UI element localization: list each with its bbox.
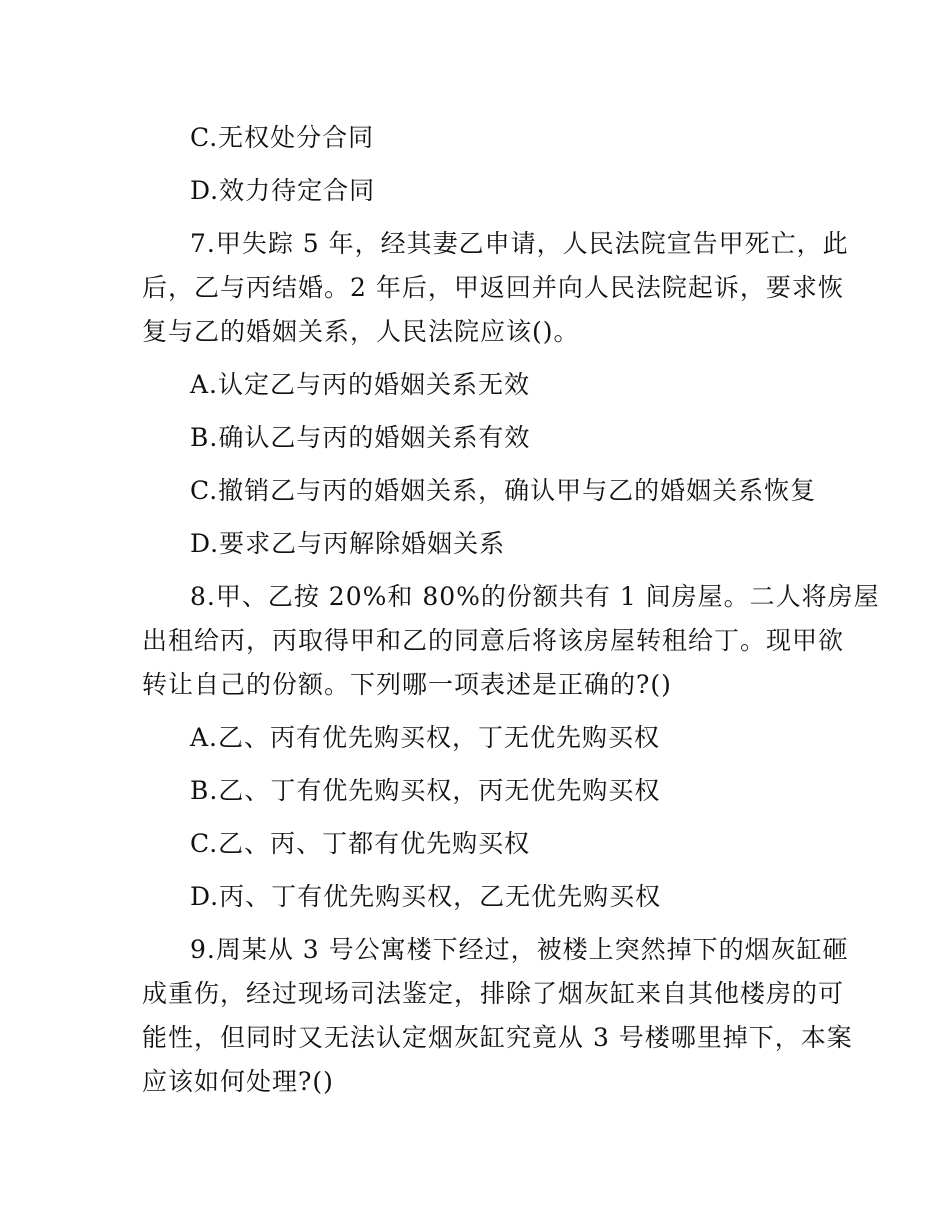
q7-text-line-1: 7.甲失踪 5 年，经其妻乙申请，人民法院宣告甲死亡，此 [190, 229, 849, 258]
q8-option-a: A.乙、丙有优先购买权，丁无优先购买权 [190, 723, 661, 752]
q9-text-line-2: 成重伤，经过现场司法鉴定，排除了烟灰缸来自其他楼房的可 [142, 979, 845, 1008]
q8-option-c: C.乙、丙、丁都有优先购买权 [190, 829, 531, 858]
q7-option-a: A.认定乙与丙的婚姻关系无效 [190, 370, 531, 399]
q8-option-d: D.丙、丁有优先购买权，乙无优先购买权 [190, 882, 662, 911]
q7-text-line-3: 复与乙的婚姻关系，人民法院应该()。 [142, 317, 580, 346]
q7-option-c: C.撤销乙与丙的婚姻关系，确认甲与乙的婚姻关系恢复 [190, 476, 817, 505]
q8-text-line-1: 8.甲、乙按 20%和 80%的份额共有 1 间房屋。二人将房屋 [190, 582, 880, 611]
q7-option-d: D.要求乙与丙解除婚姻关系 [190, 529, 506, 558]
q8-option-b: B.乙、丁有优先购买权，丙无优先购买权 [190, 776, 661, 805]
q9-text-line-1: 9.周某从 3 号公寓楼下经过，被楼上突然掉下的烟灰缸砸 [190, 935, 849, 964]
q7-option-b: B.确认乙与丙的婚姻关系有效 [190, 423, 531, 452]
q7-text-line-2: 后，乙与丙结婚。2 年后，甲返回并向人民法院起诉，要求恢 [142, 273, 844, 302]
q8-text-line-3: 转让自己的份额。下列哪一项表述是正确的?() [142, 670, 672, 699]
q6-option-c: C.无权处分合同 [190, 123, 375, 152]
q9-text-line-3: 能性，但同时又无法认定烟灰缸究竟从 3 号楼哪里掉下，本案 [142, 1023, 853, 1052]
q8-text-line-2: 出租给丙，丙取得甲和乙的同意后将该房屋转租给丁。现甲欲 [142, 626, 845, 655]
q9-text-line-4: 应该如何处理?() [142, 1067, 334, 1096]
q6-option-d: D.效力待定合同 [190, 176, 376, 205]
